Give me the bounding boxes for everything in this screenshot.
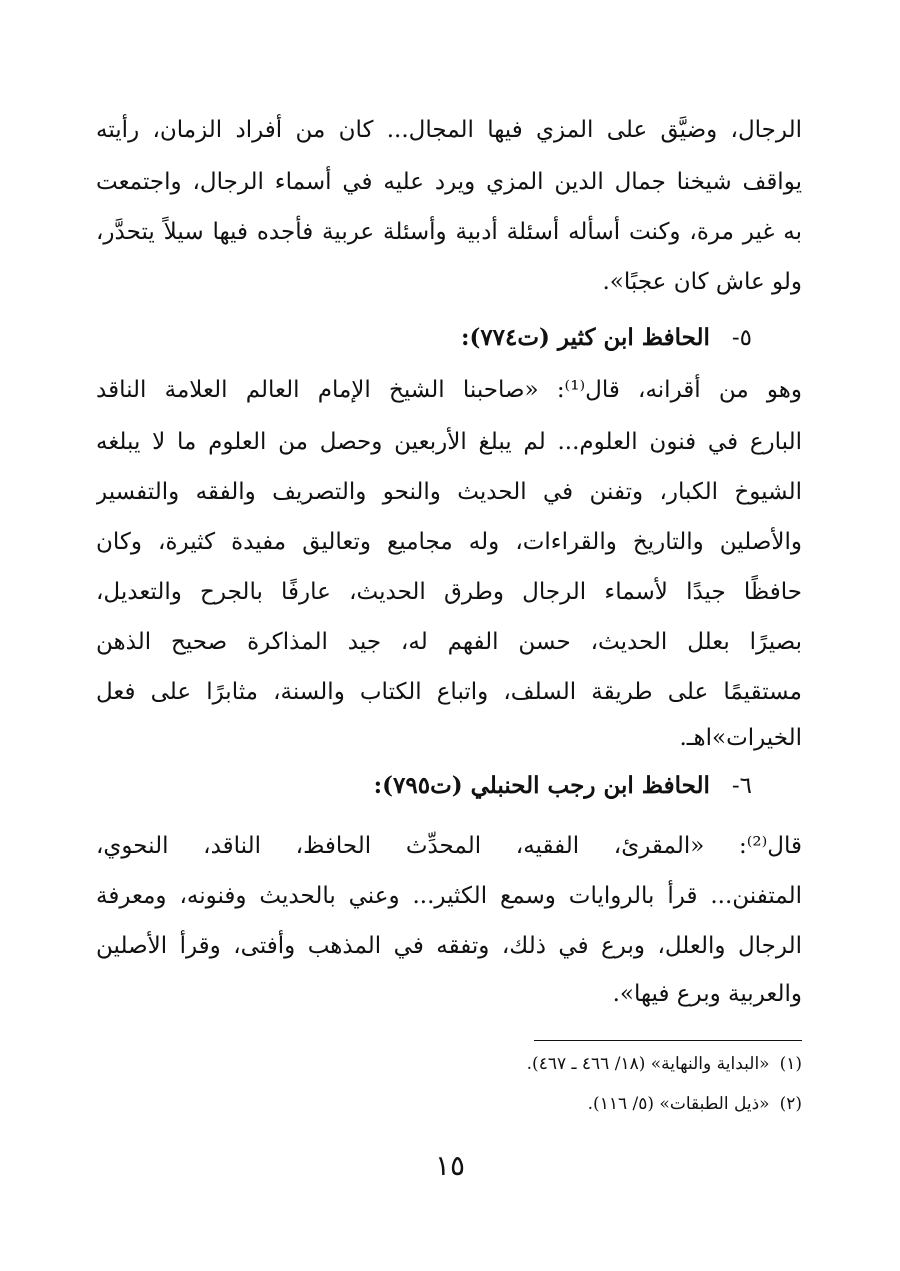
paragraph-2-line-8: الخيرات»اهـ. — [679, 725, 802, 751]
paragraph-2-line-6: بصيرًا بعلل الحديث، حسن الفهم له، جيد المذاكرة صحيح الذهن — [96, 629, 802, 655]
footnote-1-text: «البداية والنهاية» (١٨/ ٤٦٦ ـ ٤٦٧). — [526, 1054, 770, 1074]
footnote-1 — [527, 1050, 802, 1078]
section-number-5: ٥- — [731, 325, 752, 351]
footnote-1-marker: (١) — [779, 1054, 802, 1074]
paragraph-3-line-3: الرجال والعلل، وبرع في ذلك، وتفقه في المذهب وأفتى، وقرأ الأصلين — [96, 933, 802, 959]
footnote-2-marker: (٢) — [779, 1094, 802, 1114]
paragraph-1-line-2: يواقف شيخنا جمال الدين المزي ويرد عليه في أسماء الرجال، واجتمعت — [96, 169, 802, 195]
paragraph-1-line-3: به غير مرة، وكنت أسأله أسئلة أدبية وأسئلة عربية فأجده فيها سيلاً يتحدَّر، — [96, 219, 802, 245]
paragraph-2-line-5: حافظًا جيدًا لأسماء الرجال وطرق الحديث، عارفًا بالجرح والتعديل، — [96, 579, 802, 605]
section-title-6: الحافظ ابن رجب الحنبلي (ت٧٩٥): — [373, 772, 710, 799]
paragraph-2-line-7: مستقيمًا على طريقة السلف، واتباع الكتاب والسنة، مثابرًا على فعل — [96, 679, 802, 705]
section-heading-6 — [374, 766, 752, 806]
paragraph-1-line-4: ولو عاش كان عجبًا». — [602, 269, 802, 295]
paragraph-2-line-1: وهو من أقرانه، قال⁽¹⁾: «صاحبنا الشيخ الإمام العالم العلامة الناقد — [96, 377, 802, 403]
paragraph-3-line-2: المتفنن... قرأ بالروايات وسمع الكثير... وعني بالحديث وفنونه، ومعرفة — [96, 883, 802, 909]
page-number: ١٥ — [434, 1149, 466, 1182]
footnote-separator — [534, 1040, 802, 1041]
paragraph-2-line-4: والأصلين والتاريخ والقراءات، وله مجاميع وتعاليق مفيدة كثيرة، وكان — [96, 529, 802, 555]
section-heading-5 — [461, 318, 752, 358]
paragraph-1-line-1: الرجال، وضيَّق على المزي فيها المجال... كان من أفراد الزمان، رأيته — [96, 117, 802, 143]
paragraph-2-line-3: الشيوخ الكبار، وتفنن في الحديث والنحو والتصريف والفقه والتفسير — [96, 479, 802, 505]
footnote-2 — [588, 1090, 802, 1118]
footnote-2-text: «ذيل الطبقات» (٥/ ١١٦). — [587, 1094, 770, 1114]
paragraph-2-line-2: البارع في فنون العلوم... لم يبلغ الأربعين وحصل من العلوم ما لا يبلغه — [96, 429, 802, 455]
section-number-6: ٦- — [731, 773, 752, 799]
paragraph-3-line-4: والعربية وبرع فيها». — [612, 981, 802, 1007]
section-title-5: الحافظ ابن كثير (ت٧٧٤): — [460, 324, 710, 351]
paragraph-3-line-1: قال⁽²⁾: «المقرئ، الفقيه، المحدِّث الحافظ، الناقد، النحوي، — [96, 833, 802, 859]
